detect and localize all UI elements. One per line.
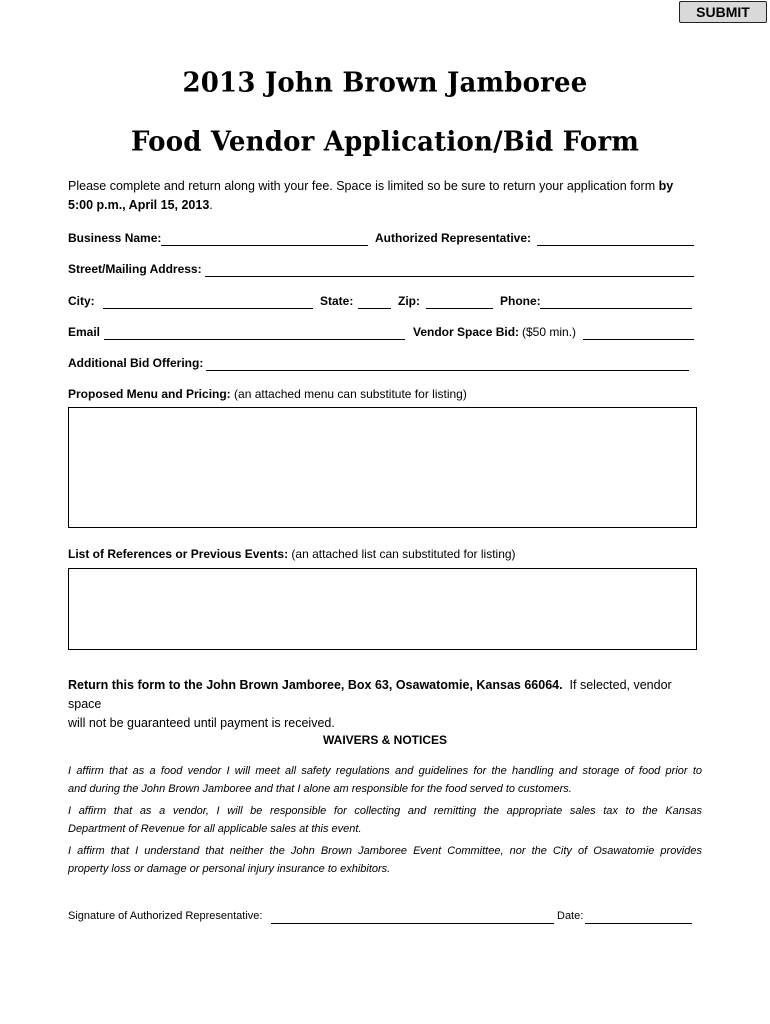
return-note-2: will not be guaranteed until payment is received. xyxy=(68,716,335,730)
return-info xyxy=(68,676,708,733)
email-field[interactable] xyxy=(104,326,405,340)
authorized-rep-field[interactable] xyxy=(537,232,694,246)
state-field[interactable] xyxy=(358,295,391,309)
authorized-rep-label: Authorized Representative: xyxy=(375,231,532,245)
waiver-food-safety xyxy=(68,762,702,798)
city-field[interactable] xyxy=(103,295,313,309)
return-note-1: If selected, vendor space xyxy=(68,678,672,711)
intro-deadline-date: 5:00 p.m., April 15, 2013 xyxy=(68,198,210,212)
menu-label: Proposed Menu and Pricing: xyxy=(68,387,231,401)
intro-paragraph xyxy=(68,177,708,215)
references-note: (an attached list can substituted for listing) xyxy=(291,547,516,561)
intro-period: . xyxy=(209,198,213,212)
street-field[interactable] xyxy=(205,263,694,277)
date-field[interactable] xyxy=(585,910,692,924)
waiver-1-line-2: and during the John Brown Jamboree and that I alone am responsible for the food served to customers. xyxy=(68,783,572,795)
intro-deadline-by: by xyxy=(658,179,674,193)
return-address: Return this form to the John Brown Jamboree, Box 63, Osawatomie, Kansas 66064. xyxy=(68,678,563,692)
signature-label: Signature of Authorized Representative: xyxy=(68,910,263,922)
menu-textarea[interactable] xyxy=(68,407,697,528)
signature-field[interactable] xyxy=(271,910,554,924)
business-name-label: Business Name: xyxy=(68,231,162,245)
intro-text: Please complete and return along with your fee. Space is limited so be sure to return your application form xyxy=(68,179,659,193)
state-label: State: xyxy=(320,294,354,308)
menu-note: (an attached menu can substitute for listing) xyxy=(234,387,467,401)
street-label: Street/Mailing Address: xyxy=(68,262,202,276)
waiver-1-line-1: I affirm that as a food vendor I will meet all safety regulations and guidelines for the handling and storage of food prior to xyxy=(68,765,702,777)
vendor-bid-field[interactable] xyxy=(583,326,694,340)
page-title: 2013 John Brown Jamboree xyxy=(182,67,588,99)
zip-field[interactable] xyxy=(426,295,493,309)
references-heading xyxy=(68,547,516,561)
phone-label: Phone: xyxy=(500,294,541,308)
date-label: Date: xyxy=(557,910,584,922)
phone-field[interactable] xyxy=(540,295,692,309)
page-subtitle: Food Vendor Application/Bid Form xyxy=(130,126,640,158)
zip-label: Zip: xyxy=(398,294,420,308)
vendor-bid-label: Vendor Space Bid: xyxy=(413,325,520,339)
waiver-2-line-1: I affirm that as a vendor, I will be responsible for collecting and remitting the appropriate sales tax to the Kansas xyxy=(68,805,702,817)
additional-bid-field[interactable] xyxy=(206,357,689,371)
additional-bid-label: Additional Bid Offering: xyxy=(68,356,204,370)
vendor-bid-note: ($50 min.) xyxy=(522,325,577,339)
submit-button[interactable]: SUBMIT xyxy=(679,1,767,23)
waiver-3-line-2: property loss or damage or personal injury insurance to exhibitors. xyxy=(68,863,391,875)
waiver-insurance xyxy=(68,842,702,878)
waivers-heading: WAIVERS & NOTICES xyxy=(322,733,447,747)
email-label: Email xyxy=(68,325,101,339)
business-name-field[interactable] xyxy=(161,232,368,246)
menu-heading xyxy=(68,387,467,401)
waiver-3-line-1: I affirm that I understand that neither the John Brown Jamboree Event Committee, nor the City of Osawatomie provides xyxy=(68,845,702,857)
references-textarea[interactable] xyxy=(68,568,697,650)
waiver-sales-tax xyxy=(68,802,702,838)
city-label: City: xyxy=(68,294,95,308)
waiver-2-line-2: Department of Revenue for all applicable sales at this event. xyxy=(68,823,362,835)
references-label: List of References or Previous Events: xyxy=(68,547,289,561)
